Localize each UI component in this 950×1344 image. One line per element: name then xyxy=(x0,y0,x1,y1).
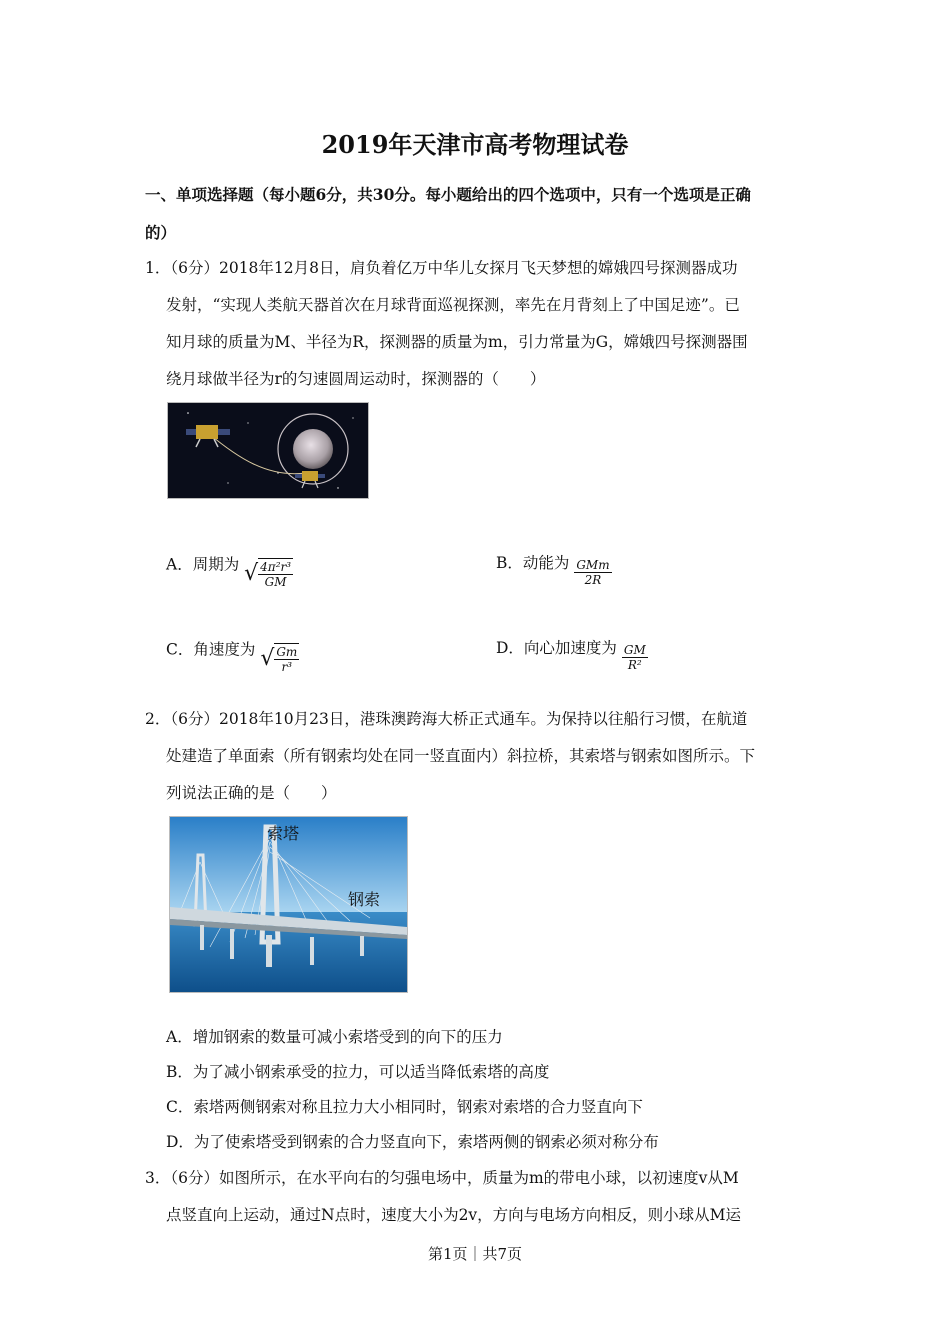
sqrt-symbol: √ xyxy=(260,646,275,671)
page-title: 2019年天津市高考物理试卷 xyxy=(321,130,629,159)
q1-option-b-label: B．动能为 xyxy=(496,554,570,572)
page-footer: 第1页｜共7页 xyxy=(427,1245,523,1263)
q1-option-a-formula xyxy=(244,558,293,589)
q2-option-a: A．增加钢索的数量可减小索塔受到的向下的压力 xyxy=(166,1028,503,1046)
q1-option-a-label: A．周期为 xyxy=(166,555,240,574)
q1-option-b xyxy=(496,550,612,587)
q2-line-1: 2．（6分）2018年10月23日，港珠澳跨海大桥正式通车。为保持以往船行习惯，在航道 xyxy=(145,710,748,728)
q1-option-a xyxy=(166,550,293,589)
q1-line-1: 1．（6分）2018年12月8日，肩负着亿万中华儿女探月飞天梦想的嫦娥四号探测器成功 xyxy=(145,259,738,277)
q2-line-2: 处建造了单面索（所有钢索均处在同一竖直面内）斜拉桥，其索塔与钢索如图所示。下 xyxy=(166,747,756,765)
q1-c-denominator: r³ xyxy=(281,660,293,674)
q3-line-1: 3．（6分）如图所示，在水平向右的匀强电场中，质量为m的带电小球，以初速度v从M xyxy=(145,1169,739,1187)
q1-b-denominator: 2R xyxy=(584,573,602,587)
q2-option-d: D．为了使索塔受到钢索的合力竖直向下，索塔两侧的钢索必须对称分布 xyxy=(166,1133,659,1151)
figure-label-tower: 索塔 xyxy=(267,824,300,843)
figure-label-cable: 钢索 xyxy=(348,890,381,909)
q1-option-d xyxy=(496,635,648,672)
q1-figure-probe-moon xyxy=(167,402,369,499)
probe-orbit-illustration xyxy=(168,403,368,498)
q1-option-c-formula xyxy=(260,643,299,674)
q1-a-numerator: 4π²r³ xyxy=(260,560,292,574)
q1-d-numerator: GM xyxy=(623,643,646,657)
q1-option-b-formula xyxy=(574,558,611,587)
q1-line-3: 知月球的质量为M、半径为R，探测器的质量为m，引力常量为G，嫦娥四号探测器围 xyxy=(166,333,748,351)
q2-option-b: B．为了减小钢索承受的拉力，可以适当降低索塔的高度 xyxy=(166,1063,550,1081)
q1-b-numerator: GMm xyxy=(576,558,610,572)
q2-option-c: C．索塔两侧钢索对称且拉力大小相同时，钢索对索塔的合力竖直向下 xyxy=(166,1098,643,1116)
q1-option-c xyxy=(166,635,299,674)
q1-option-d-label: D．向心加速度为 xyxy=(496,639,617,657)
q1-option-c-label: C．角速度为 xyxy=(166,640,256,659)
q3-line-2: 点竖直向上运动，通过N点时，速度大小为2v，方向与电场方向相反，则小球从M运 xyxy=(166,1206,742,1224)
q1-c-numerator: Gm xyxy=(276,645,298,659)
q1-line-2: 发射，“实现人类航天器首次在月球背面巡视探测，率先在月背刻上了中国足迹”。已 xyxy=(166,296,740,314)
section-heading-line1: 一、单项选择题（每小题6分，共30分。每小题给出的四个选项中，只有一个选项是正确 xyxy=(145,185,751,204)
q2-line-3: 列说法正确的是（ ） xyxy=(166,784,337,802)
sqrt-symbol: √ xyxy=(244,561,259,586)
q1-option-d-formula xyxy=(622,643,648,672)
q1-a-denominator: GM xyxy=(264,575,287,589)
section-heading-line2: 的） xyxy=(145,223,177,242)
q2-figure-bridge xyxy=(169,816,408,993)
q1-d-denominator: R² xyxy=(627,658,642,672)
q1-line-4: 绕月球做半径为r的匀速圆周运动时，探测器的（ ） xyxy=(166,370,546,388)
